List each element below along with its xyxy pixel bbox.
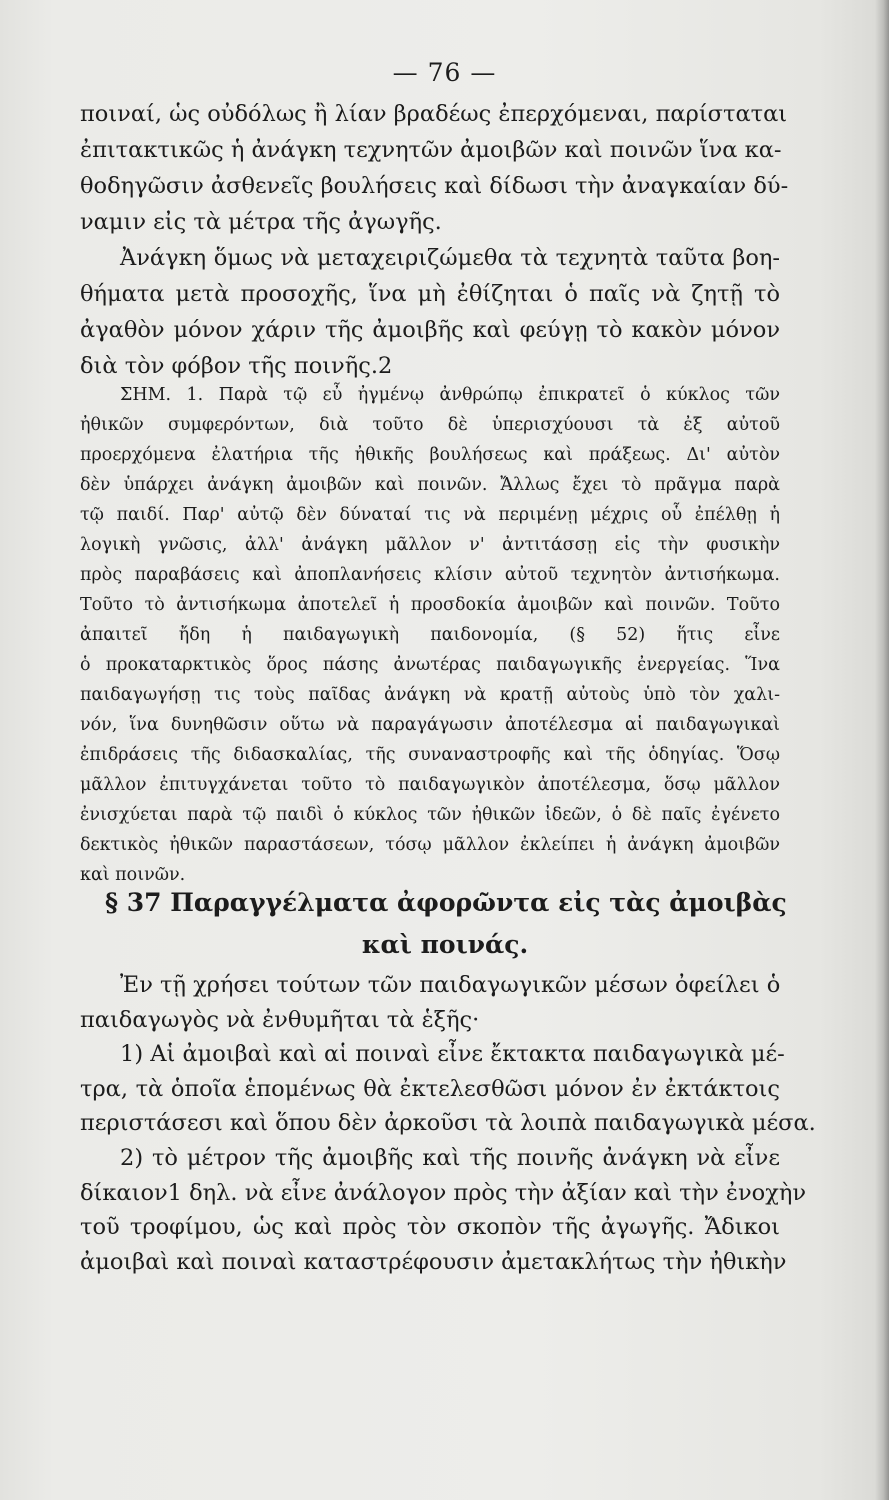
note-line: προερχόμενα ἐλατήρια τῆς ἠθικῆς βουλήσεως καὶ πράξεως. Δι' αὐτὸν [80, 445, 780, 465]
note-line: ὁ προκαταρκτικὸς ὅρος πάσης ἀνωτέρας παιδαγωγικῆς ἐνεργείας. Ἵνα [80, 655, 780, 675]
note-line: ἠθικῶν συμφερόντων, διὰ τοῦτο δὲ ὑπερισχύουσι τὰ ἐξ αὐτοῦ [80, 415, 780, 435]
page-edge-shadow [875, 0, 889, 1500]
list-item-line: 1) Αἱ ἀμοιβαὶ καὶ αἱ ποιναὶ εἶνε ἔκτακτα παιδαγωγικὰ μέ- [120, 1041, 785, 1068]
note-line: Τοῦτο τὸ ἀντισήκωμα ἀποτελεῖ ἡ προσδοκία ἀμοιβῶν καὶ ποινῶν. Τοῦτο [80, 595, 780, 615]
text-line: ποιναί, ὡς οὐδόλως ἢ λίαν βραδέως ἐπερχόμεναι, παρίσταται [80, 101, 788, 127]
note-line: παιδαγωγήσῃ τις τοὺς παῖδας ἀνάγκη νὰ κρατῇ αὐτοὺς ὑπὸ τὸν χαλι- [80, 685, 780, 705]
note-line: ἀπαιτεῖ ἤδη ἡ παιδαγωγικὴ παιδονομία, (§ 52) ἥτις εἶνε [80, 625, 780, 645]
note-line: δεκτικὸς ἠθικῶν παραστάσεων, τόσῳ μᾶλλον ἐκλείπει ἡ ἀνάγκη ἀμοιβῶν [80, 835, 780, 855]
text-line: ἀγαθὸν μόνον χάριν τῆς ἀμοιβῆς καὶ φεύγῃ τὸ κακὸν μόνον [80, 317, 780, 343]
heading-line: καὶ ποινάς. [361, 930, 529, 959]
note-line: δὲν ὑπάρχει ἀνάγκη ἀμοιβῶν καὶ ποινῶν. Ἄλλως ἔχει τὸ πρᾶγμα παρὰ [80, 475, 780, 495]
list-item-line: τοῦ τροφίμου, ὡς καὶ πρὸς τὸν σκοπὸν τῆς ἀγωγῆς. Ἄδικοι [80, 1214, 780, 1241]
note-line: τῷ παιδί. Παρ' αὐτῷ δὲν δύναταί τις νὰ περιμένῃ μέχρις οὗ ἐπέλθῃ ἡ [80, 505, 780, 525]
page-number: — 76 — [392, 58, 497, 87]
note-line: ΣΗΜ. 1. Παρὰ τῷ εὖ ἠγμένῳ ἀνθρώπῳ ἐπικρατεῖ ὁ κύκλος τῶν [120, 385, 780, 405]
note-line: μᾶλλον ἐπιτυγχάνεται τοῦτο τὸ παιδαγωγικὸν ἀποτέλεσμα, ὅσῳ μᾶλλον [80, 775, 780, 795]
note-line: πρὸς παραβάσεις καὶ ἀποπλανήσεις κλίσιν αὐτοῦ τεχνητὸν ἀντισήκωμα. [80, 565, 780, 585]
text-line: θήματα μετὰ προσοχῆς, ἵνα μὴ ἐθίζηται ὁ παῖς νὰ ζητῇ τὸ [80, 281, 780, 307]
text-line: ναμιν εἰς τὰ μέτρα τῆς ἀγωγῆς. [80, 209, 442, 235]
body-paragraphs [80, 96, 789, 384]
note-line: λογικὴ γνῶσις, ἀλλ' ἀνάγκη μᾶλλον ν' ἀντιτάσσῃ εἰς τὴν φυσικὴν [80, 535, 780, 555]
note-line: ἐπιδράσεις τῆς διδασκαλίας, τῆς συναναστροφῆς καὶ τῆς ὁδηγίας. Ὅσῳ [80, 745, 780, 765]
section-body [80, 968, 816, 1279]
list-item-line: τρα, τὰ ὁποῖα ἑπομένως θὰ ἐκτελεσθῶσι μόνον ἐν ἐκτάκτοις [80, 1075, 780, 1102]
note-line: καὶ ποινῶν. [80, 865, 186, 885]
text-line: Ἐν τῇ χρήσει τούτων τῶν παιδαγωγικῶν μέσων ὀφείλει ὁ [120, 972, 781, 998]
text-line: διὰ τὸν φόβον τῆς ποινῆς.2 [80, 353, 393, 379]
list-item-line: δίκαιον1 δηλ. νὰ εἶνε ἀνάλογον πρὸς τὴν ἀξίαν καὶ τὴν ἐνοχὴν [80, 1179, 806, 1206]
list-item-line: περιστάσεσι καὶ ὅπου δὲν ἀρκοῦσι τὰ λοιπὰ παιδαγωγικὰ μέσα. [80, 1110, 816, 1137]
text-line: παιδαγωγὸς νὰ ἐνθυμῆται τὰ ἑξῆς· [80, 1006, 480, 1033]
list-item-line: ἀμοιβαὶ καὶ ποιναὶ καταστρέφουσιν ἀμετακλήτως τὴν ἠθικὴν [80, 1248, 787, 1275]
list-item-line: 2) τὸ μέτρον τῆς ἀμοιβῆς καὶ τῆς ποινῆς ἀνάγκη νὰ εἶνε [120, 1144, 780, 1171]
note-line: νόν, ἵνα δυνηθῶσιν οὕτω νὰ παραγάγωσιν ἀποτέλεσμα αἱ παιδαγωγικαὶ [80, 715, 780, 735]
note-line: ἐνισχύεται παρὰ τῷ παιδὶ ὁ κύκλος τῶν ἠθικῶν ἰδεῶν, ὁ δὲ παῖς ἐγένετο [80, 805, 780, 825]
text-line: Ἀνάγκη ὅμως νὰ μεταχειριζώμεθα τὰ τεχνητὰ ταῦτα βοη- [120, 245, 780, 271]
section-heading [105, 882, 785, 966]
text-line: θοδηγῶσιν ἀσθενεῖς βουλήσεις καὶ δίδωσι τὴν ἀναγκαίαν δύ- [80, 173, 789, 199]
text-line: ἐπιτακτικῶς ἡ ἀνάγκη τεχνητῶν ἀμοιβῶν καὶ ποινῶν ἵνα κα- [80, 137, 782, 163]
heading-line: § 37 Παραγγέλματα ἀφορῶντα εἰς τὰς ἀμοιβὰς [105, 888, 787, 917]
footnote-block [80, 380, 780, 890]
